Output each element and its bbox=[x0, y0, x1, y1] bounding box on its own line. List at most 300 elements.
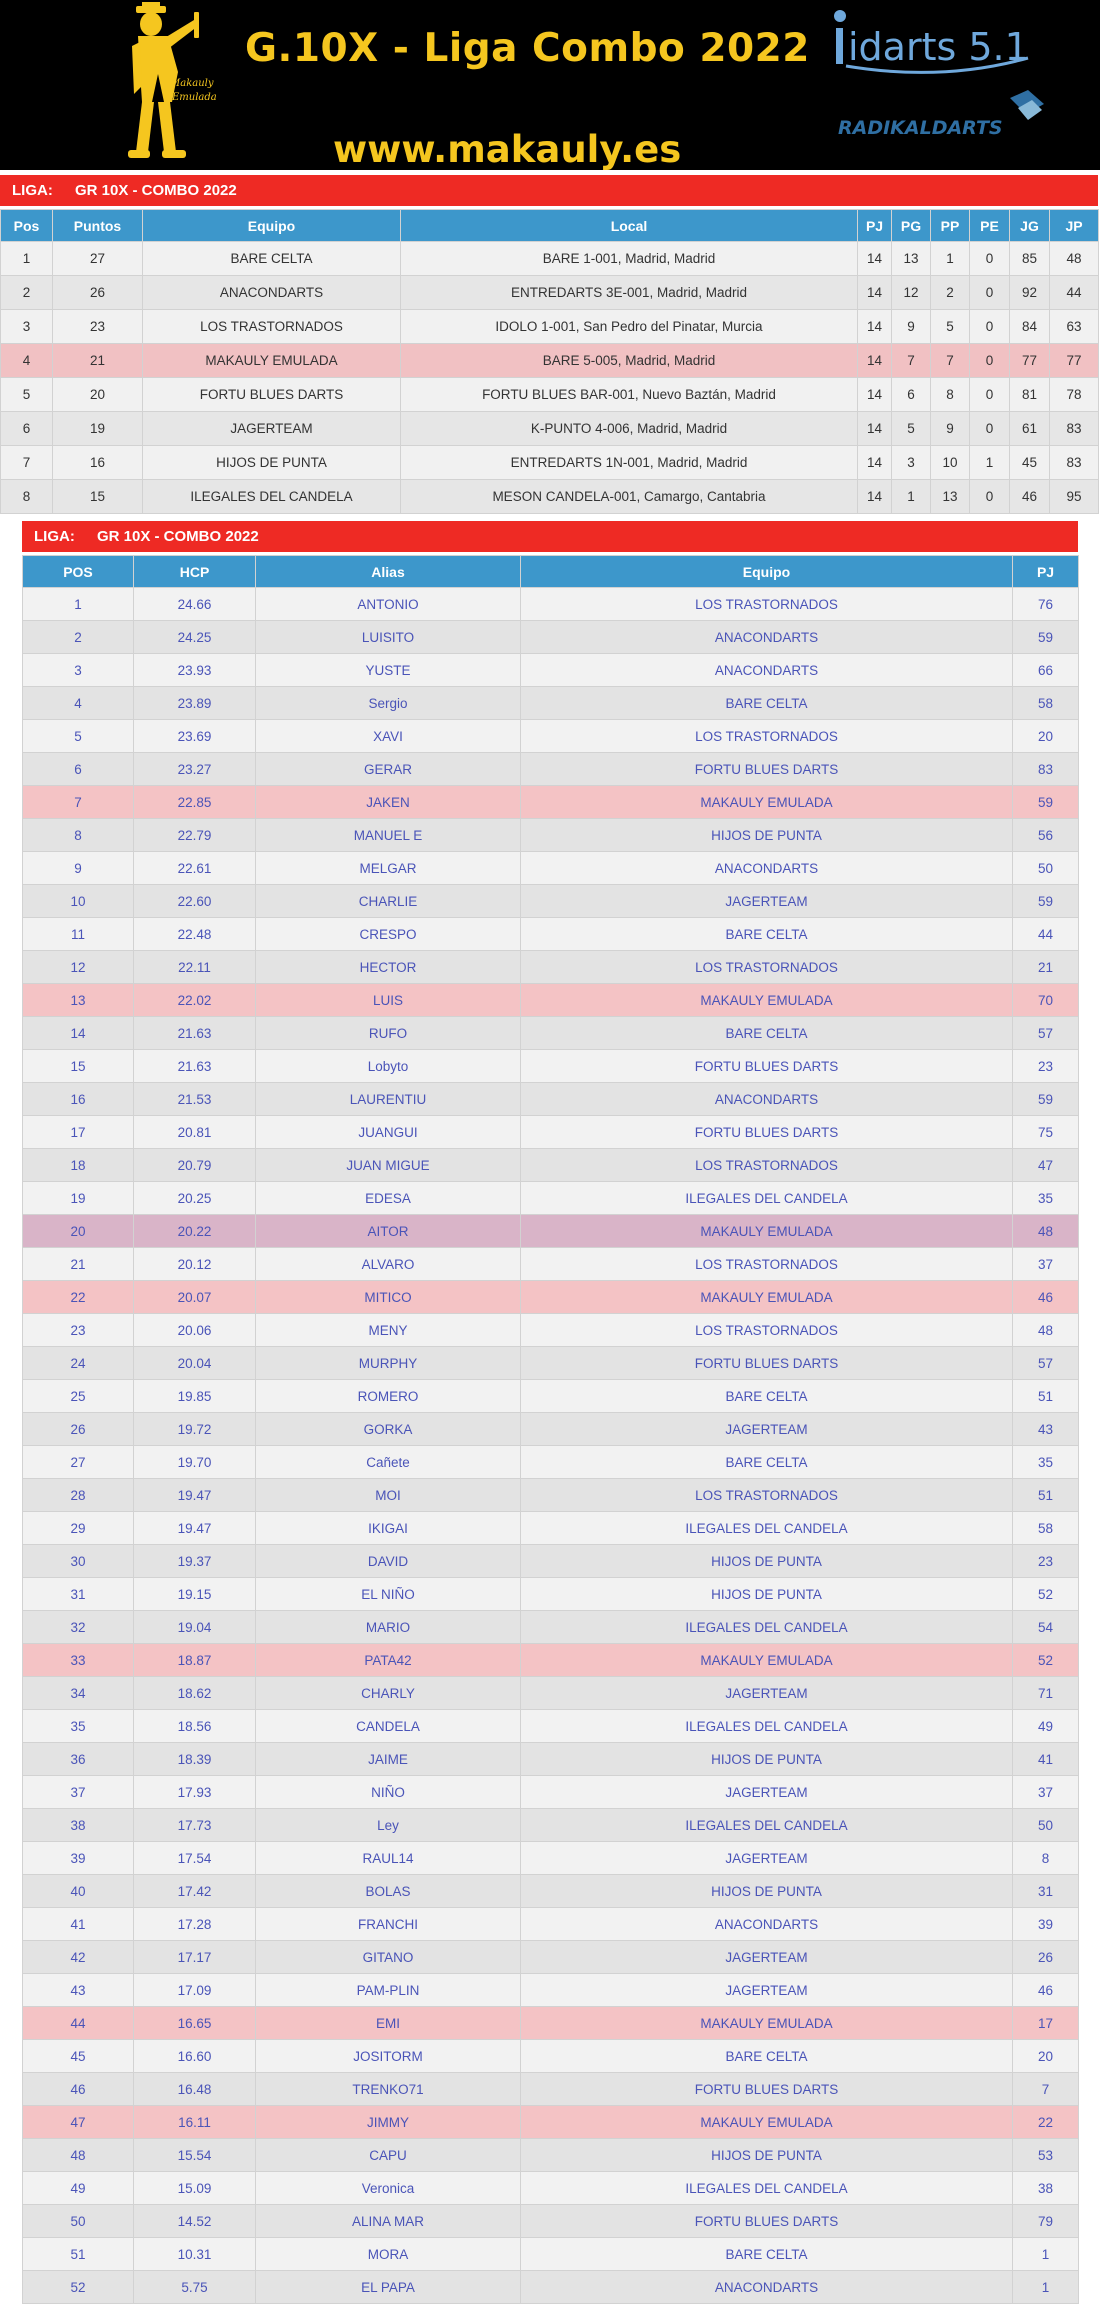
cell-equipo: BARE CELTA bbox=[521, 1380, 1013, 1413]
cell-pj: 83 bbox=[1013, 753, 1079, 786]
cell-pos: 10 bbox=[23, 885, 134, 918]
page-title: G.10X - Liga Combo 2022 bbox=[245, 26, 810, 71]
cell-hcp: 23.93 bbox=[134, 654, 256, 687]
table-row bbox=[23, 2106, 1079, 2139]
cell-hcp: 19.15 bbox=[134, 1578, 256, 1611]
cell-alias: ANTONIO bbox=[256, 588, 521, 621]
cell-pj: 14 bbox=[858, 446, 892, 480]
cell-alias: JOSITORM bbox=[256, 2040, 521, 2073]
cell-pe: 0 bbox=[970, 310, 1010, 344]
cell-hcp: 22.11 bbox=[134, 951, 256, 984]
table-row bbox=[23, 720, 1079, 753]
cell-pg: 7 bbox=[892, 344, 931, 378]
cell-pe: 0 bbox=[970, 412, 1010, 446]
cell-equipo: LOS TRASTORNADOS bbox=[143, 310, 401, 344]
cell-pj: 49 bbox=[1013, 1710, 1079, 1743]
cell-equipo: JAGERTEAM bbox=[521, 1842, 1013, 1875]
cell-pe: 0 bbox=[970, 378, 1010, 412]
table-row bbox=[23, 2139, 1079, 2172]
cell-jg: 92 bbox=[1010, 276, 1050, 310]
logo-text-emulada: Emulada bbox=[172, 92, 217, 103]
cell-hcp: 17.73 bbox=[134, 1809, 256, 1842]
cell-hcp: 19.85 bbox=[134, 1380, 256, 1413]
cell-alias: DAVID bbox=[256, 1545, 521, 1578]
cell-pj: 50 bbox=[1013, 852, 1079, 885]
cell-pj: 53 bbox=[1013, 2139, 1079, 2172]
cell-alias: PATA42 bbox=[256, 1644, 521, 1677]
cell-hcp: 17.42 bbox=[134, 1875, 256, 1908]
cell-jg: 84 bbox=[1010, 310, 1050, 344]
cell-pg: 13 bbox=[892, 242, 931, 276]
cell-pos: 27 bbox=[23, 1446, 134, 1479]
cell-equipo: HIJOS DE PUNTA bbox=[521, 1578, 1013, 1611]
cell-pj: 1 bbox=[1013, 2238, 1079, 2271]
cell-alias: EDESA bbox=[256, 1182, 521, 1215]
cell-alias: JIMMY bbox=[256, 2106, 521, 2139]
cell-hcp: 17.54 bbox=[134, 1842, 256, 1875]
table-row bbox=[23, 1347, 1079, 1380]
table-row bbox=[23, 1050, 1079, 1083]
cell-alias: Sergio bbox=[256, 687, 521, 720]
cell-equipo: JAGERTEAM bbox=[521, 1677, 1013, 1710]
cell-alias: Cañete bbox=[256, 1446, 521, 1479]
cell-alias: MOI bbox=[256, 1479, 521, 1512]
table-row bbox=[23, 1116, 1079, 1149]
player-league-label: LIGA: bbox=[34, 528, 75, 545]
cell-puntos: 20 bbox=[53, 378, 143, 412]
cell-hcp: 18.39 bbox=[134, 1743, 256, 1776]
cell-equipo: ANACONDARTS bbox=[521, 1083, 1013, 1116]
cell-pos: 52 bbox=[23, 2271, 134, 2304]
cell-pos: 34 bbox=[23, 1677, 134, 1710]
cell-hcp: 21.63 bbox=[134, 1017, 256, 1050]
cell-pos: 6 bbox=[23, 753, 134, 786]
cell-pj: 57 bbox=[1013, 1347, 1079, 1380]
table-row bbox=[1, 310, 1099, 344]
cell-pj: 22 bbox=[1013, 2106, 1079, 2139]
table-row bbox=[23, 852, 1079, 885]
column-header-jg: JG bbox=[1010, 210, 1050, 242]
cell-hcp: 20.12 bbox=[134, 1248, 256, 1281]
cell-pos: 35 bbox=[23, 1710, 134, 1743]
column-header-hcp: HCP bbox=[134, 556, 256, 588]
cell-pj: 79 bbox=[1013, 2205, 1079, 2238]
cell-pj: 52 bbox=[1013, 1578, 1079, 1611]
cell-hcp: 22.60 bbox=[134, 885, 256, 918]
table-row bbox=[23, 1974, 1079, 2007]
table-row bbox=[23, 1644, 1079, 1677]
cell-hcp: 16.60 bbox=[134, 2040, 256, 2073]
cell-pos: 14 bbox=[23, 1017, 134, 1050]
cell-equipo: MAKAULY EMULADA bbox=[521, 1281, 1013, 1314]
cell-alias: JAKEN bbox=[256, 786, 521, 819]
cell-pj: 23 bbox=[1013, 1050, 1079, 1083]
cell-jp: 44 bbox=[1050, 276, 1099, 310]
idarts-logo bbox=[832, 6, 1042, 86]
cell-equipo: ANACONDARTS bbox=[143, 276, 401, 310]
cell-pp: 10 bbox=[931, 446, 970, 480]
cell-hcp: 20.79 bbox=[134, 1149, 256, 1182]
cell-pos: 19 bbox=[23, 1182, 134, 1215]
cell-pj: 23 bbox=[1013, 1545, 1079, 1578]
cell-pos: 8 bbox=[1, 480, 53, 514]
cell-alias: AITOR bbox=[256, 1215, 521, 1248]
cell-pos: 39 bbox=[23, 1842, 134, 1875]
cell-pj: 47 bbox=[1013, 1149, 1079, 1182]
league-rows bbox=[1, 242, 1099, 514]
cell-hcp: 24.25 bbox=[134, 621, 256, 654]
table-row bbox=[23, 1842, 1079, 1875]
cell-equipo: JAGERTEAM bbox=[521, 1413, 1013, 1446]
cell-pj: 31 bbox=[1013, 1875, 1079, 1908]
cell-pj: 43 bbox=[1013, 1413, 1079, 1446]
table-row bbox=[1, 344, 1099, 378]
cell-equipo: FORTU BLUES DARTS bbox=[521, 753, 1013, 786]
cell-pj: 1 bbox=[1013, 2271, 1079, 2304]
cell-pg: 5 bbox=[892, 412, 931, 446]
table-row bbox=[23, 1809, 1079, 1842]
table-row bbox=[1, 276, 1099, 310]
table-row bbox=[23, 1314, 1079, 1347]
cell-pj: 59 bbox=[1013, 885, 1079, 918]
cell-pg: 9 bbox=[892, 310, 931, 344]
cell-alias: YUSTE bbox=[256, 654, 521, 687]
cell-equipo: ANACONDARTS bbox=[521, 621, 1013, 654]
cell-equipo: FORTU BLUES DARTS bbox=[521, 2205, 1013, 2238]
cell-pj: 51 bbox=[1013, 1479, 1079, 1512]
cell-alias: RAUL14 bbox=[256, 1842, 521, 1875]
cell-hcp: 21.53 bbox=[134, 1083, 256, 1116]
table-row bbox=[23, 1215, 1079, 1248]
cell-hcp: 14.52 bbox=[134, 2205, 256, 2238]
cell-equipo: MAKAULY EMULADA bbox=[521, 2007, 1013, 2040]
cell-alias: MELGAR bbox=[256, 852, 521, 885]
cell-pos: 17 bbox=[23, 1116, 134, 1149]
cell-pos: 13 bbox=[23, 984, 134, 1017]
cell-pj: 14 bbox=[858, 242, 892, 276]
cell-pos: 29 bbox=[23, 1512, 134, 1545]
cell-pj: 56 bbox=[1013, 819, 1079, 852]
header-banner bbox=[0, 0, 1100, 170]
table-row bbox=[1, 446, 1099, 480]
cell-pj: 46 bbox=[1013, 1974, 1079, 2007]
cell-equipo: JAGERTEAM bbox=[521, 885, 1013, 918]
cell-pos: 48 bbox=[23, 2139, 134, 2172]
cell-alias: LUISITO bbox=[256, 621, 521, 654]
radikaldarts-logo-text: RADIKALDARTS bbox=[838, 117, 1003, 139]
cell-puntos: 15 bbox=[53, 480, 143, 514]
cell-equipo: ANACONDARTS bbox=[521, 2271, 1013, 2304]
table-row bbox=[23, 1083, 1079, 1116]
cell-jp: 83 bbox=[1050, 412, 1099, 446]
cell-pos: 43 bbox=[23, 1974, 134, 2007]
cell-alias: Veronica bbox=[256, 2172, 521, 2205]
cell-pj: 52 bbox=[1013, 1644, 1079, 1677]
cell-pj: 20 bbox=[1013, 720, 1079, 753]
table-row bbox=[23, 1446, 1079, 1479]
table-row bbox=[23, 918, 1079, 951]
cell-pos: 32 bbox=[23, 1611, 134, 1644]
cell-hcp: 18.62 bbox=[134, 1677, 256, 1710]
cell-hcp: 17.28 bbox=[134, 1908, 256, 1941]
cell-equipo: ANACONDARTS bbox=[521, 852, 1013, 885]
cell-hcp: 22.85 bbox=[134, 786, 256, 819]
cell-equipo: HIJOS DE PUNTA bbox=[521, 2139, 1013, 2172]
cell-pj: 37 bbox=[1013, 1248, 1079, 1281]
cell-alias: MARIO bbox=[256, 1611, 521, 1644]
cell-hcp: 20.22 bbox=[134, 1215, 256, 1248]
table-row bbox=[23, 1479, 1079, 1512]
cell-alias: IKIGAI bbox=[256, 1512, 521, 1545]
cell-alias: Ley bbox=[256, 1809, 521, 1842]
cell-pos: 40 bbox=[23, 1875, 134, 1908]
cell-hcp: 16.65 bbox=[134, 2007, 256, 2040]
cell-alias: GITANO bbox=[256, 1941, 521, 1974]
cell-pj: 14 bbox=[858, 378, 892, 412]
cell-pj: 17 bbox=[1013, 2007, 1079, 2040]
cell-alias: XAVI bbox=[256, 720, 521, 753]
cell-pj: 41 bbox=[1013, 1743, 1079, 1776]
league-header-row bbox=[1, 210, 1099, 242]
table-row bbox=[23, 1941, 1079, 1974]
cell-hcp: 19.04 bbox=[134, 1611, 256, 1644]
cell-jp: 63 bbox=[1050, 310, 1099, 344]
cell-hcp: 19.37 bbox=[134, 1545, 256, 1578]
cell-equipo: ILEGALES DEL CANDELA bbox=[521, 1182, 1013, 1215]
cell-local: IDOLO 1-001, San Pedro del Pinatar, Murcia bbox=[401, 310, 858, 344]
cell-equipo: ILEGALES DEL CANDELA bbox=[521, 1710, 1013, 1743]
cell-alias: MORA bbox=[256, 2238, 521, 2271]
cell-puntos: 26 bbox=[53, 276, 143, 310]
league-bar bbox=[0, 175, 1098, 206]
cell-pos: 12 bbox=[23, 951, 134, 984]
cell-pos: 22 bbox=[23, 1281, 134, 1314]
cell-equipo: FORTU BLUES DARTS bbox=[521, 1116, 1013, 1149]
cell-alias: JAIME bbox=[256, 1743, 521, 1776]
cell-hcp: 22.61 bbox=[134, 852, 256, 885]
cell-pos: 20 bbox=[23, 1215, 134, 1248]
cell-pos: 38 bbox=[23, 1809, 134, 1842]
cell-equipo: FORTU BLUES DARTS bbox=[521, 1347, 1013, 1380]
league-name: GR 10X - COMBO 2022 bbox=[75, 182, 237, 199]
column-header-jp: JP bbox=[1050, 210, 1099, 242]
table-row bbox=[23, 951, 1079, 984]
cell-hcp: 20.06 bbox=[134, 1314, 256, 1347]
cell-alias: MURPHY bbox=[256, 1347, 521, 1380]
player-ranking-table bbox=[22, 555, 1079, 2304]
cell-hcp: 22.79 bbox=[134, 819, 256, 852]
cell-pj: 70 bbox=[1013, 984, 1079, 1017]
cell-hcp: 19.47 bbox=[134, 1479, 256, 1512]
cell-equipo: MAKAULY EMULADA bbox=[521, 786, 1013, 819]
cell-pos: 36 bbox=[23, 1743, 134, 1776]
cell-pj: 48 bbox=[1013, 1314, 1079, 1347]
cell-alias: PAM-PLIN bbox=[256, 1974, 521, 2007]
table-row bbox=[23, 819, 1079, 852]
cell-local: K-PUNTO 4-006, Madrid, Madrid bbox=[401, 412, 858, 446]
table-row bbox=[1, 378, 1099, 412]
table-row bbox=[23, 753, 1079, 786]
cell-pg: 1 bbox=[892, 480, 931, 514]
cell-pos: 37 bbox=[23, 1776, 134, 1809]
table-row bbox=[23, 1710, 1079, 1743]
table-row bbox=[23, 1611, 1079, 1644]
cell-pos: 50 bbox=[23, 2205, 134, 2238]
radikaldarts-logo bbox=[832, 90, 1062, 145]
cell-pos: 24 bbox=[23, 1347, 134, 1380]
cell-pj: 71 bbox=[1013, 1677, 1079, 1710]
cell-pp: 2 bbox=[931, 276, 970, 310]
cell-hcp: 18.87 bbox=[134, 1644, 256, 1677]
table-row bbox=[23, 588, 1079, 621]
cell-pj: 48 bbox=[1013, 1215, 1079, 1248]
cell-alias: EL NIÑO bbox=[256, 1578, 521, 1611]
cell-pp: 9 bbox=[931, 412, 970, 446]
table-row bbox=[23, 2271, 1079, 2304]
cell-equipo: ILEGALES DEL CANDELA bbox=[521, 2172, 1013, 2205]
cell-pos: 51 bbox=[23, 2238, 134, 2271]
cell-hcp: 16.48 bbox=[134, 2073, 256, 2106]
table-row bbox=[23, 2238, 1079, 2271]
table-row bbox=[1, 242, 1099, 276]
cell-pp: 8 bbox=[931, 378, 970, 412]
cell-pj: 14 bbox=[858, 276, 892, 310]
cell-pj: 57 bbox=[1013, 1017, 1079, 1050]
cell-local: BARE 1-001, Madrid, Madrid bbox=[401, 242, 858, 276]
cell-alias: NIÑO bbox=[256, 1776, 521, 1809]
cell-pj: 50 bbox=[1013, 1809, 1079, 1842]
cell-puntos: 19 bbox=[53, 412, 143, 446]
cell-alias: CHARLY bbox=[256, 1677, 521, 1710]
cell-equipo: MAKAULY EMULADA bbox=[521, 1644, 1013, 1677]
cell-alias: ROMERO bbox=[256, 1380, 521, 1413]
cell-hcp: 18.56 bbox=[134, 1710, 256, 1743]
cell-local: FORTU BLUES BAR-001, Nuevo Baztán, Madrid bbox=[401, 378, 858, 412]
table-row bbox=[23, 1677, 1079, 1710]
site-url[interactable]: www.makauly.es bbox=[333, 128, 682, 170]
cell-pj: 75 bbox=[1013, 1116, 1079, 1149]
cell-equipo: BARE CELTA bbox=[521, 687, 1013, 720]
cell-equipo: BARE CELTA bbox=[521, 2040, 1013, 2073]
cell-pj: 8 bbox=[1013, 1842, 1079, 1875]
column-header-pp: PP bbox=[931, 210, 970, 242]
cell-pos: 4 bbox=[1, 344, 53, 378]
cell-hcp: 20.25 bbox=[134, 1182, 256, 1215]
cell-alias: CANDELA bbox=[256, 1710, 521, 1743]
cell-pp: 1 bbox=[931, 242, 970, 276]
cell-equipo: BARE CELTA bbox=[143, 242, 401, 276]
cell-alias: Lobyto bbox=[256, 1050, 521, 1083]
cell-pos: 7 bbox=[23, 786, 134, 819]
cell-puntos: 21 bbox=[53, 344, 143, 378]
table-row bbox=[23, 786, 1079, 819]
cell-pos: 16 bbox=[23, 1083, 134, 1116]
table-row bbox=[23, 1413, 1079, 1446]
cell-equipo: FORTU BLUES DARTS bbox=[143, 378, 401, 412]
player-league-name: GR 10X - COMBO 2022 bbox=[97, 528, 259, 545]
cell-hcp: 22.48 bbox=[134, 918, 256, 951]
cell-alias: BOLAS bbox=[256, 1875, 521, 1908]
table-row bbox=[23, 2007, 1079, 2040]
cell-hcp: 19.47 bbox=[134, 1512, 256, 1545]
cell-pj: 21 bbox=[1013, 951, 1079, 984]
cell-equipo: LOS TRASTORNADOS bbox=[521, 720, 1013, 753]
cell-equipo: HIJOS DE PUNTA bbox=[521, 1545, 1013, 1578]
table-row bbox=[23, 1380, 1079, 1413]
cell-hcp: 17.09 bbox=[134, 1974, 256, 2007]
cell-alias: HECTOR bbox=[256, 951, 521, 984]
cell-alias: CRESPO bbox=[256, 918, 521, 951]
cell-pe: 0 bbox=[970, 276, 1010, 310]
cell-jg: 85 bbox=[1010, 242, 1050, 276]
table-row bbox=[23, 1512, 1079, 1545]
cell-pos: 3 bbox=[23, 654, 134, 687]
cell-jg: 77 bbox=[1010, 344, 1050, 378]
cell-pj: 59 bbox=[1013, 1083, 1079, 1116]
cell-pos: 1 bbox=[23, 588, 134, 621]
cell-equipo: LOS TRASTORNADOS bbox=[521, 1479, 1013, 1512]
cell-pj: 14 bbox=[858, 344, 892, 378]
cell-jg: 61 bbox=[1010, 412, 1050, 446]
cell-pj: 76 bbox=[1013, 588, 1079, 621]
column-header-pj: PJ bbox=[858, 210, 892, 242]
cell-equipo: LOS TRASTORNADOS bbox=[521, 951, 1013, 984]
cell-pos: 15 bbox=[23, 1050, 134, 1083]
table-row bbox=[1, 480, 1099, 514]
cell-pe: 0 bbox=[970, 480, 1010, 514]
cell-equipo: LOS TRASTORNADOS bbox=[521, 588, 1013, 621]
cell-pj: 35 bbox=[1013, 1182, 1079, 1215]
cell-puntos: 23 bbox=[53, 310, 143, 344]
cell-equipo: MAKAULY EMULADA bbox=[143, 344, 401, 378]
table-row bbox=[23, 1743, 1079, 1776]
cell-hcp: 15.54 bbox=[134, 2139, 256, 2172]
cell-equipo: MAKAULY EMULADA bbox=[521, 1215, 1013, 1248]
cell-alias: MITICO bbox=[256, 1281, 521, 1314]
cell-pj: 58 bbox=[1013, 687, 1079, 720]
cell-jp: 78 bbox=[1050, 378, 1099, 412]
cell-alias: CAPU bbox=[256, 2139, 521, 2172]
cell-alias: FRANCHI bbox=[256, 1908, 521, 1941]
cell-pos: 25 bbox=[23, 1380, 134, 1413]
cell-jp: 48 bbox=[1050, 242, 1099, 276]
table-row bbox=[23, 1578, 1079, 1611]
cell-pe: 0 bbox=[970, 242, 1010, 276]
cell-equipo: ILEGALES DEL CANDELA bbox=[521, 1512, 1013, 1545]
league-standings-table bbox=[0, 209, 1099, 514]
cell-pe: 0 bbox=[970, 344, 1010, 378]
cell-pos: 11 bbox=[23, 918, 134, 951]
cell-pg: 6 bbox=[892, 378, 931, 412]
cell-equipo: FORTU BLUES DARTS bbox=[521, 1050, 1013, 1083]
cell-hcp: 23.69 bbox=[134, 720, 256, 753]
cell-pp: 5 bbox=[931, 310, 970, 344]
cell-hcp: 23.27 bbox=[134, 753, 256, 786]
cell-hcp: 23.89 bbox=[134, 687, 256, 720]
cell-equipo: ANACONDARTS bbox=[521, 654, 1013, 687]
table-row bbox=[23, 1776, 1079, 1809]
cell-pj: 54 bbox=[1013, 1611, 1079, 1644]
cell-equipo: HIJOS DE PUNTA bbox=[521, 1875, 1013, 1908]
cell-pos: 2 bbox=[1, 276, 53, 310]
column-header-alias: Alias bbox=[256, 556, 521, 588]
cell-jg: 46 bbox=[1010, 480, 1050, 514]
cell-pj: 14 bbox=[858, 412, 892, 446]
cell-equipo: LOS TRASTORNADOS bbox=[521, 1149, 1013, 1182]
cell-pos: 21 bbox=[23, 1248, 134, 1281]
cell-hcp: 5.75 bbox=[134, 2271, 256, 2304]
table-row bbox=[23, 1875, 1079, 1908]
